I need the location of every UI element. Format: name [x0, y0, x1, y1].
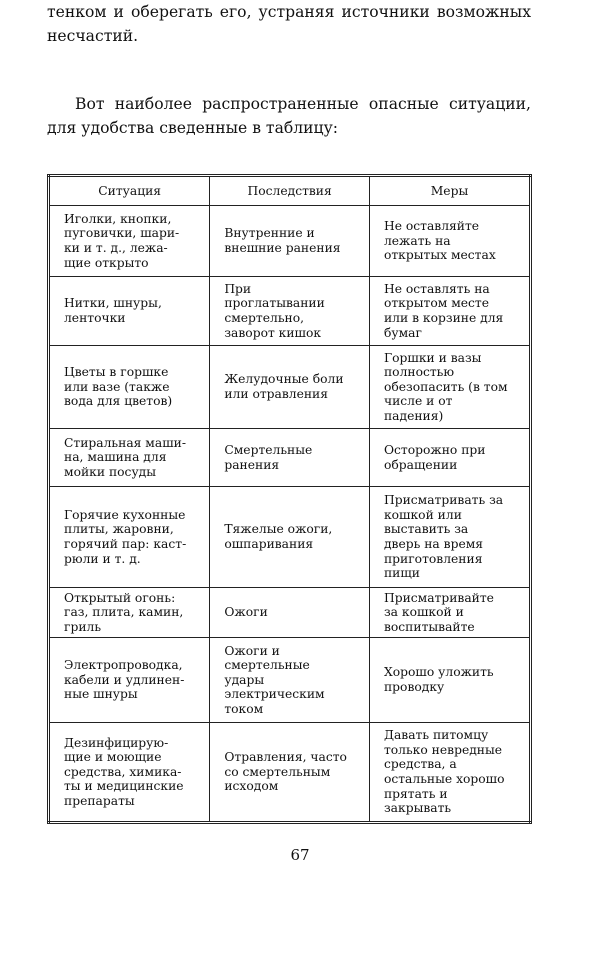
table-row: [49, 429, 531, 487]
column-header: Меры: [369, 176, 530, 206]
situation-cell: Дезинфицирую- щие и моющие средства, химика- ты и медицинские препараты: [49, 723, 210, 823]
column-header: Ситуация: [49, 176, 210, 206]
situation-cell: Стиральная маши- на, машина для мойки посуды: [49, 429, 210, 487]
table-row: [49, 588, 531, 638]
measure-cell: Не оставляйте лежать на открытых местах: [369, 206, 530, 277]
paragraph: Вот наиболее распространенные опасные ситуации, для удобства сведенные в таблицу:: [47, 95, 531, 137]
consequence-cell: Отравления, часто со смертельным исходом: [210, 723, 370, 823]
measure-cell: Давать питомцу только невредные средства, а остальные хорошо прятать и закрывать: [369, 723, 530, 823]
body-text: [47, 92, 531, 140]
column-header: Последствия: [210, 176, 370, 206]
hazards-table: [47, 174, 532, 824]
consequence-cell: При проглатывании смертельно, заворот кишок: [210, 277, 370, 346]
situation-cell: Электропроводка, кабели и удлинен- ные шнуры: [49, 638, 210, 723]
table-row: [49, 277, 531, 346]
table-row: [49, 638, 531, 723]
measure-cell: Осторожно при обращении: [369, 429, 530, 487]
situation-cell: Цветы в горшке или вазе (также вода для цветов): [49, 346, 210, 429]
paragraph: тенком и оберегать его, устраняя источники возможных несчастий.: [47, 3, 531, 45]
situation-cell: Открытый огонь: газ, плита, камин, гриль: [49, 588, 210, 638]
situation-cell: Горячие кухонные плиты, жаровни, горячий пар: каст- рюли и т. д.: [49, 487, 210, 588]
measure-cell: Горшки и вазы полностью обезопасить (в том числе и от падения): [369, 346, 530, 429]
table-row: [49, 487, 531, 588]
body-text: [47, 0, 531, 48]
measure-cell: Не оставлять на открытом месте или в корзине для бумаг: [369, 277, 530, 346]
table-row: [49, 346, 531, 429]
table-header-row: [49, 176, 531, 206]
consequence-cell: Ожоги: [210, 588, 370, 638]
consequence-cell: Тяжелые ожоги, ошпаривания: [210, 487, 370, 588]
consequence-cell: Внутренние и внешние ранения: [210, 206, 370, 277]
measure-cell: Хорошо уложить проводку: [369, 638, 530, 723]
page-number: 67: [290, 846, 310, 864]
situation-cell: Нитки, шнуры, ленточки: [49, 277, 210, 346]
situation-cell: Иголки, кнопки, пуговички, шари- ки и т. д., лежа- щие открыто: [49, 206, 210, 277]
consequence-cell: Желудочные боли или отравления: [210, 346, 370, 429]
measure-cell: Присматривать за кошкой или выставить за дверь на время приготовления пищи: [369, 487, 530, 588]
measure-cell: Присматривайте за кошкой и воспитывайте: [369, 588, 530, 638]
table-row: [49, 206, 531, 277]
consequence-cell: Смертельные ранения: [210, 429, 370, 487]
consequence-cell: Ожоги и смертельные удары электрическим током: [210, 638, 370, 723]
table-row: [49, 723, 531, 823]
